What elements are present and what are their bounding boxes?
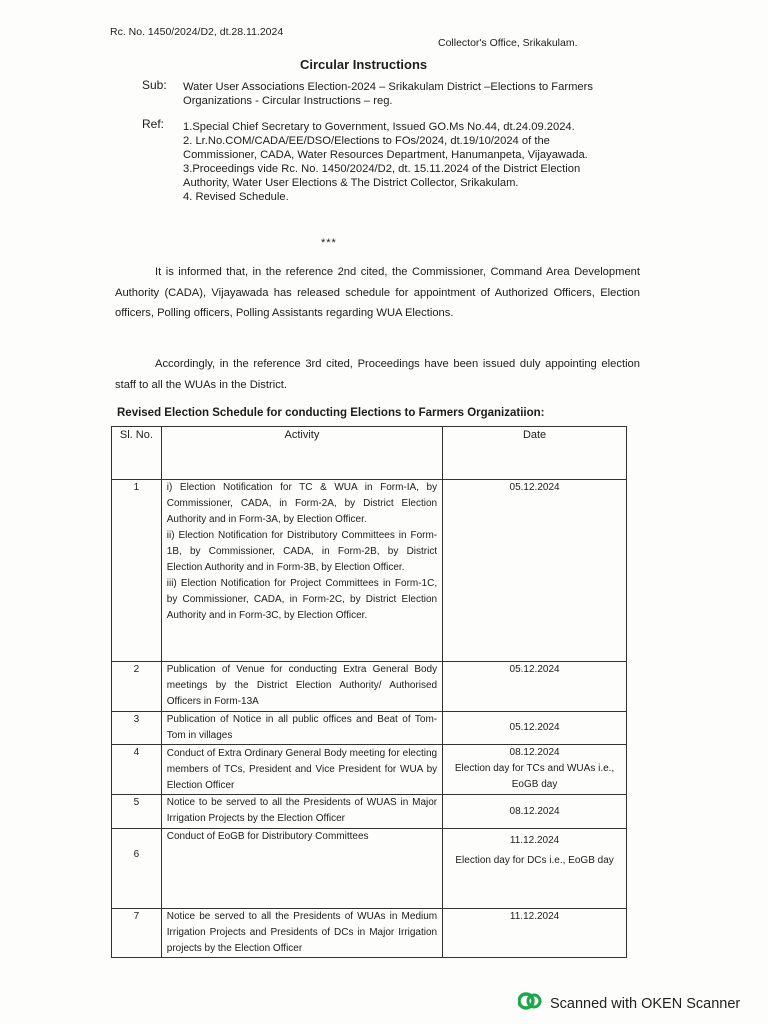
- row-date: [443, 909, 627, 958]
- table-row: [112, 662, 627, 712]
- paragraph-1: [115, 262, 640, 324]
- paragraph-2-text: Accordingly, in the reference 3rd cited, Proceedings have been issued duly appointing election staff to all the WUAs in the District.: [115, 358, 640, 391]
- office-name: Collector's Office, Srikakulam.: [438, 37, 578, 49]
- date-value: 11.12.2024: [509, 911, 560, 922]
- row-date: [443, 662, 627, 712]
- reference-item: 3.Proceedings vide Rc. No. 1450/2024/D2, dt. 15.11.2024 of the District Election Authority, Water User Elections & The District Collector, Srikakulam.: [183, 163, 581, 189]
- table-title: Revised Election Schedule for conducting Elections to Farmers Organizatiion:: [117, 407, 545, 419]
- table-row: [112, 829, 627, 909]
- page-title: Circular Instructions: [300, 57, 428, 72]
- reference-label: Ref:: [142, 117, 165, 131]
- date-value: 05.12.2024: [509, 482, 560, 493]
- reference-list: [183, 120, 623, 204]
- activity-line: Notice be served to all the Presidents of WUAs in Medium Irrigation Projects and Presidents of DCs in Major Irrigation projects by the Election Officer: [166, 911, 438, 954]
- row-sl: 7: [112, 909, 162, 958]
- row-sl: 4: [112, 745, 162, 795]
- oken-scanner-logo-icon: [518, 990, 542, 1017]
- date-value: 08.12.2024: [509, 747, 560, 758]
- row-date: [443, 480, 627, 662]
- date-value: 08.12.2024: [509, 805, 560, 817]
- row-activity: [161, 795, 442, 829]
- row-date: [443, 745, 627, 795]
- date-value: 05.12.2024: [509, 664, 560, 675]
- row-sl: 5: [112, 795, 162, 829]
- table-row: [112, 712, 627, 745]
- row-date: [443, 712, 627, 745]
- activity-line: Publication of Venue for conducting Extra General Body meetings by the District Election Authority/ Authorised Officers in Form-13A: [166, 664, 438, 707]
- row-date: [443, 795, 627, 829]
- table-row: [112, 745, 627, 795]
- row-sl: 2: [112, 662, 162, 712]
- row-date: [443, 829, 627, 909]
- row-activity: [161, 480, 442, 662]
- separator: ***: [321, 237, 337, 249]
- activity-line: iii) Election Notification for Project Committees in Form-1C, by Commissioner, CADA, in Form-2C, by District Election Authority and in Form-3C, by Election Officer.: [166, 578, 438, 621]
- activity-line: Notice to be served to all the Presidents of WUAS in Major Irrigation Projects by the Election Officer: [166, 797, 438, 824]
- table-row: [112, 795, 627, 829]
- paragraph-1-text: It is informed that, in the reference 2nd cited, the Commissioner, Command Area Development Authority (CADA), Vijayawada has released schedule for appointment of Authorized Officers, Election officers, Polling officers, Polling Assistants regarding WUA Elections.: [115, 266, 640, 319]
- schedule-table: [111, 426, 627, 958]
- activity-line: Publication of Notice in all public offices and Beat of Tom-Tom in villages: [166, 714, 438, 741]
- date-value: 11.12.2024: [509, 835, 560, 846]
- header-date: Date: [443, 427, 627, 480]
- reference-item: 4. Revised Schedule.: [183, 191, 289, 203]
- table-header-row: [112, 427, 627, 480]
- reference-number: Rc. No. 1450/2024/D2, dt.28.11.2024: [110, 26, 284, 38]
- header-sl-no: Sl. No.: [112, 427, 162, 480]
- activity-line: Conduct of EoGB for Distributory Committees: [166, 831, 369, 842]
- subject-text: Water User Associations Election-2024 – Srikakulam District –Elections to Farmers Organizations - Circular Instructions – reg.: [183, 81, 593, 107]
- row-activity: [161, 829, 442, 909]
- scanner-watermark-text: Scanned with OKEN Scanner: [550, 995, 741, 1012]
- row-activity: [161, 662, 442, 712]
- row-activity: [161, 909, 442, 958]
- table-row: [112, 480, 627, 662]
- reference-item: 1.Special Chief Secretary to Government, Issued GO.Ms No.44, dt.24.09.2024.: [183, 121, 575, 133]
- date-value: 05.12.2024: [509, 722, 560, 733]
- row-sl: 3: [112, 712, 162, 745]
- date-note: Election day for TCs and WUAs i.e., EoGB day: [454, 763, 615, 790]
- activity-line: ii) Election Notification for Distributory Committees in Form-1B, by Commissioner, CADA, in Form-2B, by District Election Authority and in Form-3B, by Election Officer.: [166, 530, 438, 573]
- activity-line: Conduct of Extra Ordinary General Body meeting for electing members of TCs, President and Vice President for WUA by Election Officer: [166, 747, 438, 791]
- date-note: Election day for DCs i.e., EoGB day: [455, 855, 614, 866]
- row-sl: 1: [112, 480, 162, 662]
- row-activity: [161, 712, 442, 745]
- paragraph-2: [115, 354, 640, 395]
- reference-item: 2. Lr.No.COM/CADA/EE/DSO/Elections to FOs/2024, dt.19/10/2024 of the Commissioner, CADA, Water Resources Department, Hanumanpeta, Vijayawada.: [183, 135, 588, 161]
- subject-label: Sub:: [142, 78, 167, 92]
- table-row: [112, 909, 627, 958]
- scanner-watermark: [518, 990, 740, 1017]
- activity-line: i) Election Notification for TC & WUA in Form-IA, by Commissioner, CADA, in Form-2A, by District Election Authority and in Form-3A, by Election Officer.: [166, 482, 438, 525]
- row-activity: [161, 745, 442, 795]
- header-activity: Activity: [161, 427, 442, 480]
- row-sl: 6: [112, 829, 162, 909]
